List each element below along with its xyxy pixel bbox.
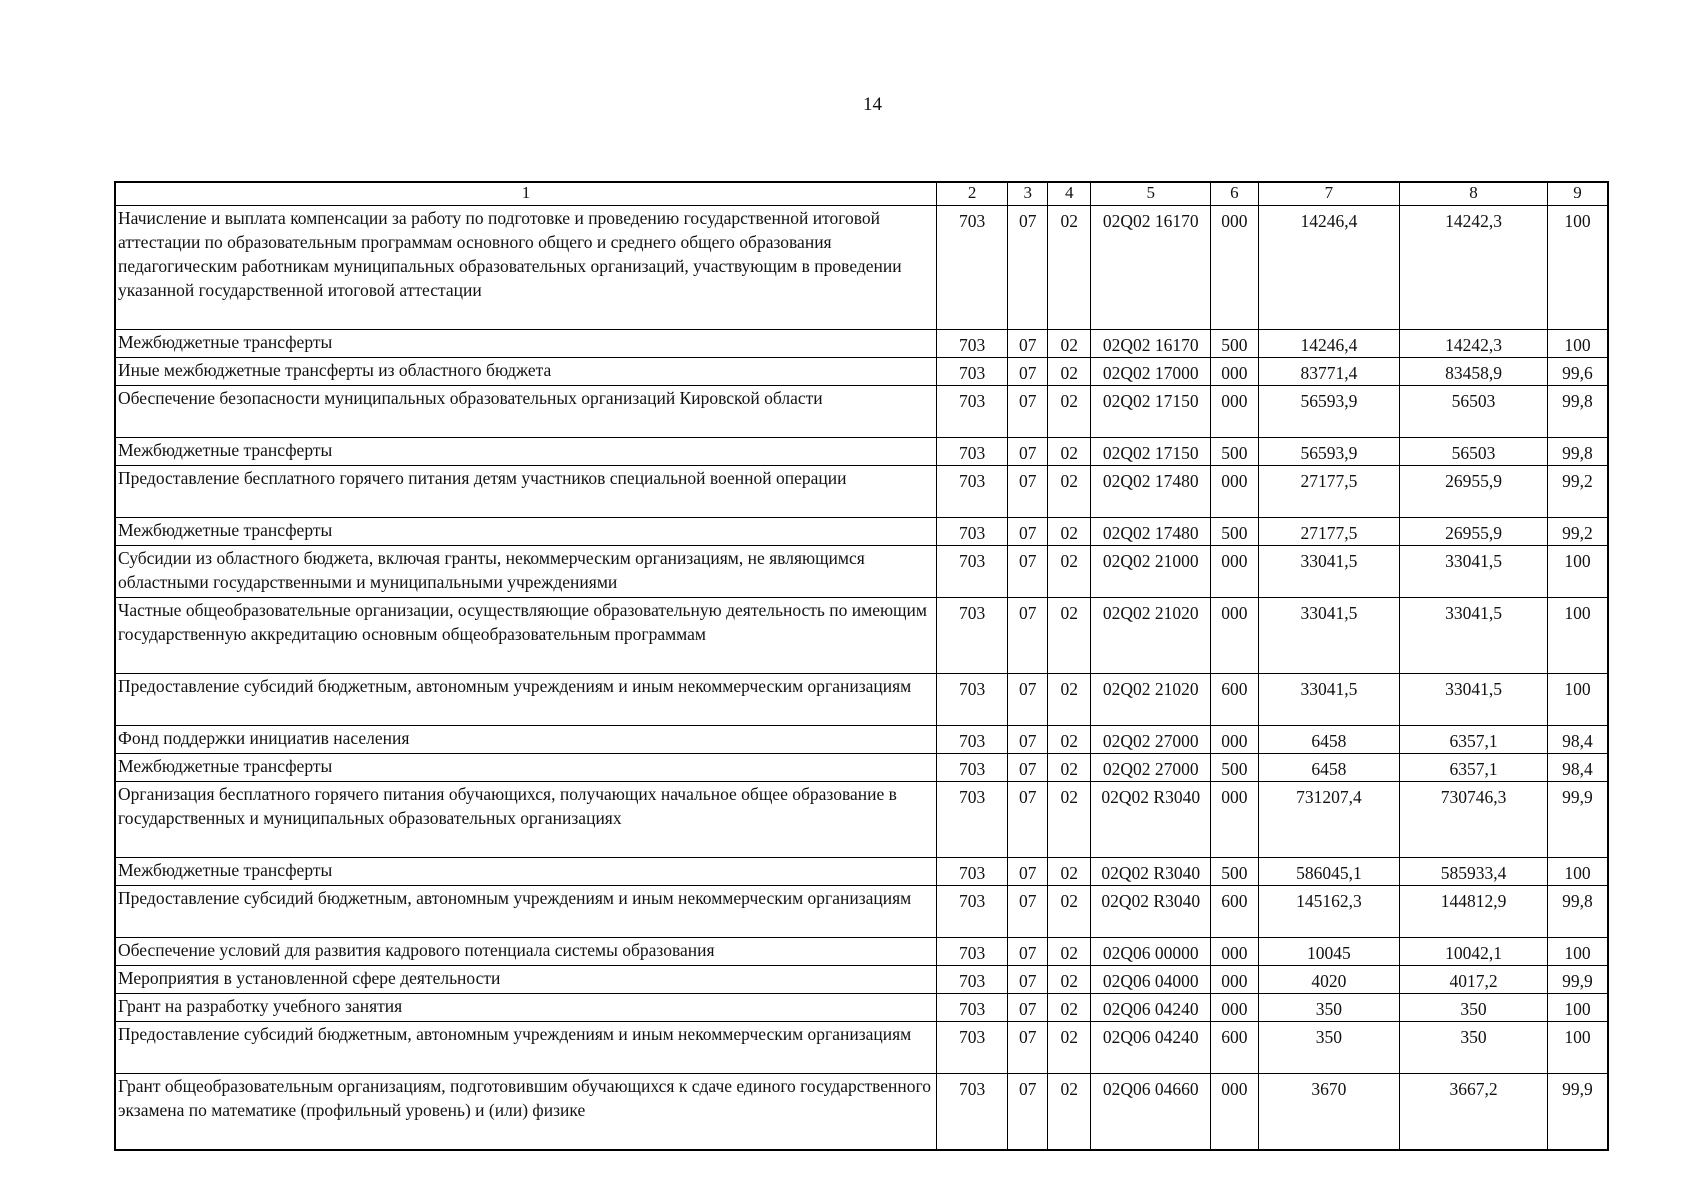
cell-ministry-code: 703 <box>937 754 1008 782</box>
table-row <box>115 386 1608 438</box>
row-name: Фонд поддержки инициатив населения <box>115 726 937 754</box>
row-name: Обеспечение безопасности муниципальных образовательных организаций Кировской области <box>115 386 937 438</box>
cell-ministry-code: 703 <box>937 358 1008 386</box>
table-row <box>115 782 1608 858</box>
cell-target-article: 02Q02 R3040 <box>1091 858 1211 886</box>
cell-target-article: 02Q02 21020 <box>1091 598 1211 674</box>
row-name: Межбюджетные трансферты <box>115 438 937 466</box>
row-name: Организация бесплатного горячего питания обучающихся, получающих начальное общее образование в государственных и муниципальных образовательных организациях <box>115 782 937 858</box>
cell-expense-type: 000 <box>1211 206 1258 330</box>
cell-target-article: 02Q02 17480 <box>1091 466 1211 518</box>
cell-executed-amount: 33041,5 <box>1400 546 1548 598</box>
cell-planned-amount: 10045 <box>1258 938 1399 966</box>
cell-target-article: 02Q02 27000 <box>1091 726 1211 754</box>
row-name: Предоставление субсидий бюджетным, автономным учреждениям и иным некоммерческим организациям <box>115 886 937 938</box>
cell-section: 07 <box>1008 1022 1048 1074</box>
cell-subsection: 02 <box>1048 674 1091 726</box>
cell-execution-percent: 100 <box>1547 598 1608 674</box>
cell-section: 07 <box>1008 438 1048 466</box>
cell-execution-percent: 100 <box>1547 1022 1608 1074</box>
cell-section: 07 <box>1008 1074 1048 1151</box>
cell-section: 07 <box>1008 358 1048 386</box>
row-name: Иные межбюджетные трансферты из областного бюджета <box>115 358 937 386</box>
cell-section: 07 <box>1008 754 1048 782</box>
cell-planned-amount: 56593,9 <box>1258 438 1399 466</box>
table-body <box>115 206 1608 1151</box>
cell-execution-percent: 99,9 <box>1547 1074 1608 1151</box>
table-row <box>115 858 1608 886</box>
cell-executed-amount: 56503 <box>1400 386 1548 438</box>
cell-ministry-code: 703 <box>937 938 1008 966</box>
cell-ministry-code: 703 <box>937 598 1008 674</box>
row-name: Мероприятия в установленной сфере деятельности <box>115 966 937 994</box>
column-header: 6 <box>1211 182 1258 206</box>
cell-target-article: 02Q02 21000 <box>1091 546 1211 598</box>
cell-subsection: 02 <box>1048 966 1091 994</box>
cell-target-article: 02Q02 21020 <box>1091 674 1211 726</box>
cell-section: 07 <box>1008 674 1048 726</box>
cell-subsection: 02 <box>1048 546 1091 598</box>
column-header: 8 <box>1400 182 1548 206</box>
cell-target-article: 02Q02 R3040 <box>1091 886 1211 938</box>
cell-planned-amount: 27177,5 <box>1258 518 1399 546</box>
cell-section: 07 <box>1008 994 1048 1022</box>
cell-subsection: 02 <box>1048 782 1091 858</box>
cell-executed-amount: 6357,1 <box>1400 726 1548 754</box>
cell-subsection: 02 <box>1048 330 1091 358</box>
cell-executed-amount: 3667,2 <box>1400 1074 1548 1151</box>
cell-expense-type: 600 <box>1211 1022 1258 1074</box>
cell-planned-amount: 350 <box>1258 994 1399 1022</box>
table-row <box>115 330 1608 358</box>
cell-expense-type: 600 <box>1211 674 1258 726</box>
cell-ministry-code: 703 <box>937 726 1008 754</box>
cell-subsection: 02 <box>1048 466 1091 518</box>
cell-execution-percent: 99,2 <box>1547 466 1608 518</box>
row-name: Межбюджетные трансферты <box>115 858 937 886</box>
cell-executed-amount: 144812,9 <box>1400 886 1548 938</box>
cell-target-article: 02Q02 R3040 <box>1091 782 1211 858</box>
cell-expense-type: 500 <box>1211 518 1258 546</box>
table-row <box>115 886 1608 938</box>
cell-section: 07 <box>1008 782 1048 858</box>
cell-subsection: 02 <box>1048 858 1091 886</box>
cell-executed-amount: 585933,4 <box>1400 858 1548 886</box>
cell-subsection: 02 <box>1048 994 1091 1022</box>
cell-executed-amount: 56503 <box>1400 438 1548 466</box>
cell-target-article: 02Q02 17480 <box>1091 518 1211 546</box>
cell-execution-percent: 99,2 <box>1547 518 1608 546</box>
cell-executed-amount: 350 <box>1400 994 1548 1022</box>
table-row <box>115 466 1608 518</box>
cell-section: 07 <box>1008 386 1048 438</box>
cell-expense-type: 000 <box>1211 466 1258 518</box>
cell-planned-amount: 33041,5 <box>1258 674 1399 726</box>
cell-executed-amount: 6357,1 <box>1400 754 1548 782</box>
cell-target-article: 02Q02 17150 <box>1091 386 1211 438</box>
cell-executed-amount: 26955,9 <box>1400 518 1548 546</box>
cell-executed-amount: 350 <box>1400 1022 1548 1074</box>
cell-ministry-code: 703 <box>937 1022 1008 1074</box>
cell-target-article: 02Q06 04240 <box>1091 994 1211 1022</box>
column-header: 1 <box>115 182 937 206</box>
column-header: 5 <box>1091 182 1211 206</box>
cell-execution-percent: 98,4 <box>1547 726 1608 754</box>
cell-target-article: 02Q02 16170 <box>1091 330 1211 358</box>
row-name: Предоставление субсидий бюджетным, автономным учреждениям и иным некоммерческим организациям <box>115 1022 937 1074</box>
cell-executed-amount: 33041,5 <box>1400 674 1548 726</box>
cell-planned-amount: 14246,4 <box>1258 330 1399 358</box>
cell-section: 07 <box>1008 598 1048 674</box>
table-row <box>115 726 1608 754</box>
column-header: 9 <box>1547 182 1608 206</box>
cell-execution-percent: 100 <box>1547 938 1608 966</box>
cell-expense-type: 000 <box>1211 966 1258 994</box>
row-name: Межбюджетные трансферты <box>115 330 937 358</box>
row-name: Грант общеобразовательным организациям, подготовившим обучающихся к сдаче единого государственного экзамена по математике (профильный уровень) и (или) физике <box>115 1074 937 1151</box>
cell-expense-type: 000 <box>1211 358 1258 386</box>
table-row <box>115 518 1608 546</box>
cell-ministry-code: 703 <box>937 966 1008 994</box>
row-name: Предоставление субсидий бюджетным, автономным учреждениям и иным некоммерческим организациям <box>115 674 937 726</box>
cell-section: 07 <box>1008 206 1048 330</box>
column-header: 4 <box>1048 182 1091 206</box>
cell-planned-amount: 145162,3 <box>1258 886 1399 938</box>
cell-expense-type: 500 <box>1211 330 1258 358</box>
cell-execution-percent: 100 <box>1547 994 1608 1022</box>
table-row <box>115 438 1608 466</box>
cell-execution-percent: 100 <box>1547 206 1608 330</box>
cell-target-article: 02Q06 04660 <box>1091 1074 1211 1151</box>
row-name: Межбюджетные трансферты <box>115 518 937 546</box>
table-row <box>115 966 1608 994</box>
cell-expense-type: 600 <box>1211 886 1258 938</box>
cell-ministry-code: 703 <box>937 858 1008 886</box>
cell-target-article: 02Q06 00000 <box>1091 938 1211 966</box>
cell-planned-amount: 731207,4 <box>1258 782 1399 858</box>
cell-executed-amount: 730746,3 <box>1400 782 1548 858</box>
cell-ministry-code: 703 <box>937 518 1008 546</box>
cell-planned-amount: 33041,5 <box>1258 598 1399 674</box>
table-row <box>115 546 1608 598</box>
cell-executed-amount: 14242,3 <box>1400 330 1548 358</box>
cell-executed-amount: 26955,9 <box>1400 466 1548 518</box>
row-name: Субсидии из областного бюджета, включая гранты, некоммерческим организациям, не являющимся областными государственными и муниципальными учреждениями <box>115 546 937 598</box>
cell-target-article: 02Q06 04000 <box>1091 966 1211 994</box>
row-name: Предоставление бесплатного горячего питания детям участников специальной военной операции <box>115 466 937 518</box>
cell-planned-amount: 350 <box>1258 1022 1399 1074</box>
cell-subsection: 02 <box>1048 1022 1091 1074</box>
cell-executed-amount: 83458,9 <box>1400 358 1548 386</box>
row-name: Обеспечение условий для развития кадрового потенциала системы образования <box>115 938 937 966</box>
table-row <box>115 994 1608 1022</box>
cell-subsection: 02 <box>1048 754 1091 782</box>
cell-expense-type: 000 <box>1211 598 1258 674</box>
cell-target-article: 02Q02 17000 <box>1091 358 1211 386</box>
cell-planned-amount: 586045,1 <box>1258 858 1399 886</box>
cell-section: 07 <box>1008 330 1048 358</box>
cell-planned-amount: 27177,5 <box>1258 466 1399 518</box>
cell-planned-amount: 83771,4 <box>1258 358 1399 386</box>
cell-subsection: 02 <box>1048 938 1091 966</box>
cell-section: 07 <box>1008 518 1048 546</box>
cell-executed-amount: 4017,2 <box>1400 966 1548 994</box>
page-number: 14 <box>863 94 882 115</box>
cell-section: 07 <box>1008 886 1048 938</box>
cell-expense-type: 000 <box>1211 782 1258 858</box>
cell-expense-type: 000 <box>1211 1074 1258 1151</box>
row-name: Начисление и выплата компенсации за работу по подготовке и проведению государственной итоговой аттестации по образовательным программам основного общего и среднего общего образования педагогическим работникам муниципальных образовательных организаций, участвующим в проведении указанной государственной итоговой аттестации <box>115 206 937 330</box>
table-row <box>115 674 1608 726</box>
cell-expense-type: 000 <box>1211 994 1258 1022</box>
cell-subsection: 02 <box>1048 598 1091 674</box>
table-row <box>115 1074 1608 1151</box>
budget-table <box>114 181 1609 1151</box>
cell-subsection: 02 <box>1048 206 1091 330</box>
cell-section: 07 <box>1008 938 1048 966</box>
cell-execution-percent: 99,8 <box>1547 386 1608 438</box>
cell-ministry-code: 703 <box>937 438 1008 466</box>
cell-execution-percent: 100 <box>1547 858 1608 886</box>
cell-ministry-code: 703 <box>937 466 1008 518</box>
row-name: Грант на разработку учебного занятия <box>115 994 937 1022</box>
cell-subsection: 02 <box>1048 518 1091 546</box>
cell-execution-percent: 99,9 <box>1547 782 1608 858</box>
cell-planned-amount: 3670 <box>1258 1074 1399 1151</box>
table-row <box>115 358 1608 386</box>
cell-execution-percent: 98,4 <box>1547 754 1608 782</box>
cell-subsection: 02 <box>1048 386 1091 438</box>
cell-ministry-code: 703 <box>937 546 1008 598</box>
cell-execution-percent: 100 <box>1547 330 1608 358</box>
cell-expense-type: 500 <box>1211 858 1258 886</box>
table-header-row <box>115 182 1608 206</box>
cell-execution-percent: 99,8 <box>1547 886 1608 938</box>
cell-executed-amount: 10042,1 <box>1400 938 1548 966</box>
cell-ministry-code: 703 <box>937 386 1008 438</box>
cell-ministry-code: 703 <box>937 206 1008 330</box>
cell-executed-amount: 33041,5 <box>1400 598 1548 674</box>
table-row <box>115 754 1608 782</box>
cell-expense-type: 500 <box>1211 754 1258 782</box>
cell-expense-type: 500 <box>1211 438 1258 466</box>
cell-section: 07 <box>1008 466 1048 518</box>
cell-section: 07 <box>1008 546 1048 598</box>
column-header: 7 <box>1258 182 1399 206</box>
cell-section: 07 <box>1008 966 1048 994</box>
cell-subsection: 02 <box>1048 438 1091 466</box>
cell-planned-amount: 14246,4 <box>1258 206 1399 330</box>
cell-ministry-code: 703 <box>937 674 1008 726</box>
row-name: Частные общеобразовательные организации, осуществляющие образовательную деятельность по имеющим государственную аккредитацию основным общеобразовательным программам <box>115 598 937 674</box>
cell-executed-amount: 14242,3 <box>1400 206 1548 330</box>
cell-expense-type: 000 <box>1211 386 1258 438</box>
table-row <box>115 1022 1608 1074</box>
row-name: Межбюджетные трансферты <box>115 754 937 782</box>
cell-expense-type: 000 <box>1211 938 1258 966</box>
cell-section: 07 <box>1008 858 1048 886</box>
cell-target-article: 02Q02 17150 <box>1091 438 1211 466</box>
cell-planned-amount: 4020 <box>1258 966 1399 994</box>
cell-subsection: 02 <box>1048 358 1091 386</box>
cell-ministry-code: 703 <box>937 994 1008 1022</box>
cell-target-article: 02Q02 27000 <box>1091 754 1211 782</box>
column-header: 3 <box>1008 182 1048 206</box>
cell-execution-percent: 99,8 <box>1547 438 1608 466</box>
cell-subsection: 02 <box>1048 1074 1091 1151</box>
table-row <box>115 206 1608 330</box>
cell-target-article: 02Q02 16170 <box>1091 206 1211 330</box>
cell-ministry-code: 703 <box>937 886 1008 938</box>
cell-execution-percent: 99,9 <box>1547 966 1608 994</box>
cell-subsection: 02 <box>1048 726 1091 754</box>
cell-section: 07 <box>1008 726 1048 754</box>
cell-execution-percent: 99,6 <box>1547 358 1608 386</box>
cell-planned-amount: 6458 <box>1258 726 1399 754</box>
cell-ministry-code: 703 <box>937 782 1008 858</box>
cell-expense-type: 000 <box>1211 726 1258 754</box>
cell-target-article: 02Q06 04240 <box>1091 1022 1211 1074</box>
column-header: 2 <box>937 182 1008 206</box>
cell-ministry-code: 703 <box>937 1074 1008 1151</box>
table-row <box>115 938 1608 966</box>
cell-subsection: 02 <box>1048 886 1091 938</box>
cell-planned-amount: 56593,9 <box>1258 386 1399 438</box>
cell-planned-amount: 33041,5 <box>1258 546 1399 598</box>
cell-execution-percent: 100 <box>1547 546 1608 598</box>
table-row <box>115 598 1608 674</box>
cell-ministry-code: 703 <box>937 330 1008 358</box>
cell-expense-type: 000 <box>1211 546 1258 598</box>
cell-planned-amount: 6458 <box>1258 754 1399 782</box>
cell-execution-percent: 100 <box>1547 674 1608 726</box>
